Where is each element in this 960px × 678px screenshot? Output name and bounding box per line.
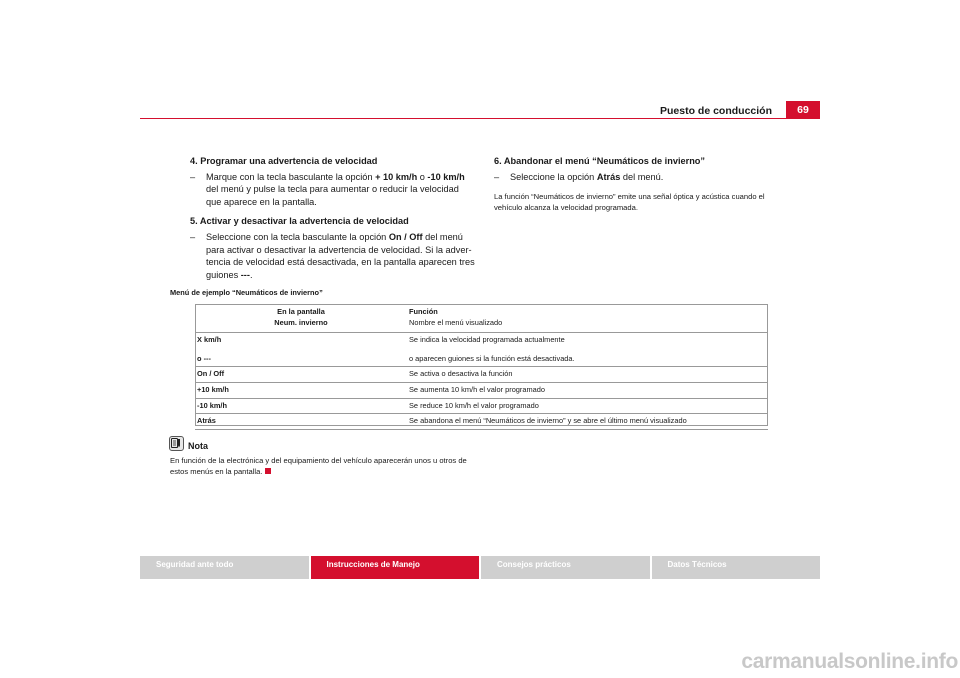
note-text — [170, 455, 480, 477]
header-display-col — [195, 304, 407, 333]
row-function: Se reduce 10 km/h el valor programado — [407, 398, 768, 414]
row-function: Se indica la velocidad programada actualmente — [409, 335, 565, 345]
header-function-line1: Función — [409, 307, 438, 316]
section-5-step — [190, 231, 475, 281]
tab-seguridad[interactable]: Seguridad ante todo — [140, 556, 309, 579]
section-6-title: 6. Abandonar el menú “Neumáticos de invierno” — [494, 156, 706, 166]
tab-datos-tecnicos[interactable]: Datos Técnicos — [652, 556, 821, 579]
step-text: del menú y pulse la tecla para aumentar o reducir la velocidad que aparece en la pantalla. — [206, 184, 459, 207]
option-atras: Atrás — [596, 171, 621, 182]
header-function-line2: Nombre el menú visualizado — [409, 317, 503, 327]
section-4-step — [190, 171, 475, 209]
table-header-row — [195, 304, 768, 333]
step-text: del menú. — [620, 171, 664, 182]
table-row — [195, 367, 768, 383]
tab-consejos[interactable]: Consejos prácticos — [481, 556, 650, 579]
option-plus-10: + 10 km/h — [375, 171, 418, 182]
option-on-off: On / Off — [388, 231, 423, 242]
step-dash: – — [494, 171, 500, 182]
watermark: carmanualsonline.info — [741, 650, 958, 673]
step-text: . — [249, 269, 253, 280]
note-icon — [169, 436, 184, 451]
header-display-line2: Neum. invierno — [274, 317, 328, 327]
header-display-line1: En la pantalla — [277, 307, 325, 316]
step-text: o — [417, 171, 428, 182]
header-function-col — [407, 304, 768, 333]
row-display: -10 km/h — [195, 398, 407, 414]
option-minus-10: -10 km/h — [427, 171, 465, 182]
note-body: En función de la electrónica y del equipamiento del vehículo aparecerán unos u otros de estos menús en la pantalla. — [170, 456, 467, 476]
dashes-symbol: --- — [240, 269, 250, 280]
menu-table — [195, 304, 768, 430]
row-function: Se activa o desactiva la función — [407, 367, 768, 383]
section-5-title: 5. Activar y desactivar la advertencia de velocidad — [190, 216, 409, 227]
table-row — [195, 398, 768, 414]
step-dash: – — [190, 171, 196, 182]
row-display: +10 km/h — [195, 382, 407, 398]
row-display: Atrás — [195, 414, 407, 430]
end-square-icon — [265, 468, 271, 474]
table-row — [195, 352, 768, 367]
footer-nav — [140, 556, 820, 579]
row-function: Se aumenta 10 km/h el valor programado — [407, 382, 768, 398]
step-text: Seleccione con la tecla basculante la opción — [206, 231, 389, 242]
page-number: 69 — [786, 101, 820, 119]
row-display: X km/h — [197, 335, 222, 345]
table-row — [195, 382, 768, 398]
header-divider — [140, 118, 820, 119]
table-row — [195, 333, 768, 352]
row-function: o aparecen guiones si la función está desactivada. — [407, 352, 768, 367]
function-note: La función “Neumáticos de invierno” emite una señal óptica y acústica cuando el vehículo alcanza la velocidad programada. — [494, 192, 765, 213]
page-title: Puesto de conducción — [659, 105, 772, 117]
right-column — [494, 155, 769, 213]
step-text: del menú para activar o desactivar la advertencia de velocidad. Si la adver-tencia de velocidad está desactivada, en la pantalla aparecen tres guiones — [206, 231, 475, 280]
section-6-step — [494, 171, 769, 184]
tab-instrucciones[interactable]: Instrucciones de Manejo — [311, 556, 480, 579]
row-display: o --- — [195, 352, 407, 367]
section-4-title: 4. Programar una advertencia de velocidad — [190, 156, 378, 166]
left-column — [190, 155, 475, 288]
row-display: On / Off — [195, 367, 407, 383]
step-text: Seleccione la opción — [510, 171, 597, 182]
table-row — [195, 414, 768, 430]
step-text: Marque con la tecla basculante la opción — [206, 171, 376, 182]
row-function: Se abandona el menú “Neumáticos de invierno” y se abre el último menú visualizado — [407, 414, 768, 430]
table-caption: Menú de ejemplo “Neumáticos de invierno” — [170, 288, 323, 297]
note-title: Nota — [188, 441, 208, 451]
step-dash: – — [190, 231, 196, 242]
